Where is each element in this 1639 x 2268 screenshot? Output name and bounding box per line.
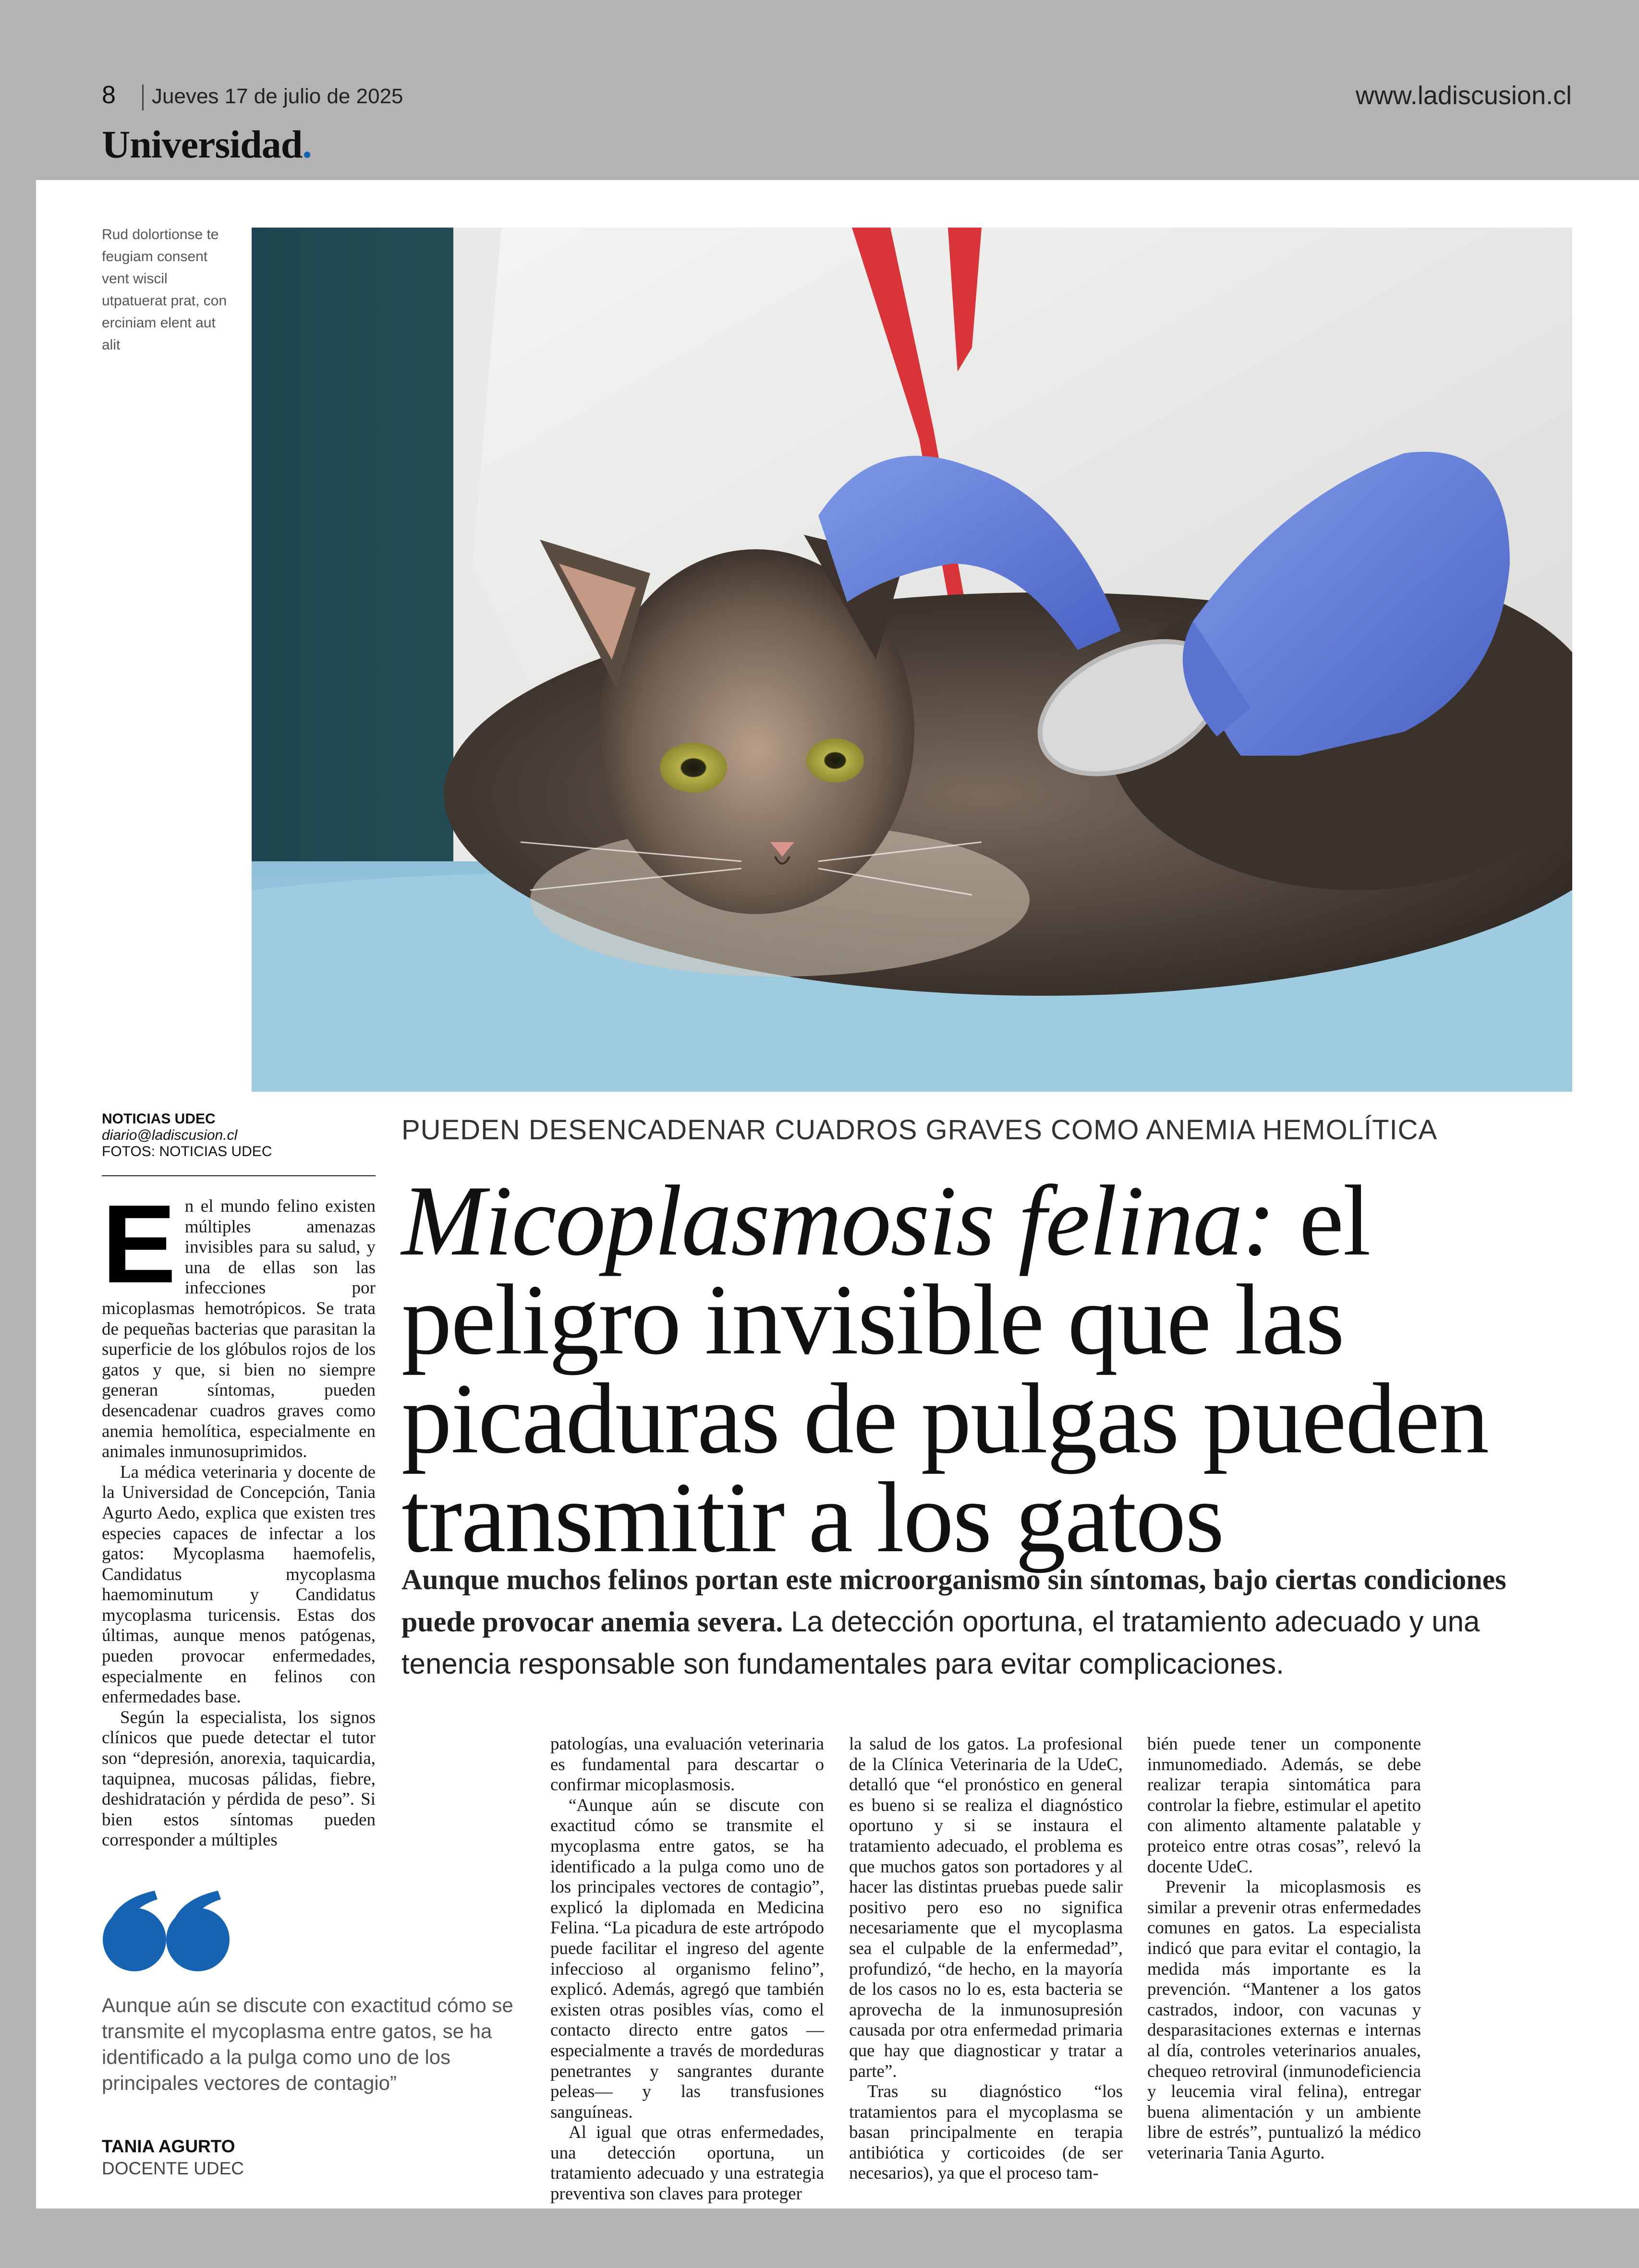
pull-quote-role: DOCENTE UDEC [102,2159,244,2178]
headline-rest: el peligro invisible que las picaduras de pulgas pueden transmitir a los gatos [401,1165,1489,1573]
quote-mark-icon [102,1891,231,1972]
paragraph: La médica veterinaria y docente de la Universidad de Concepción, Tania Agurto Aedo, explica que existen tres especies capaces de infectar a los gatos: Mycoplasma haemofelis, Candidatus mycoplasma haemominutum y Candidatus mycoplasma turicensis. Estas dos últimas, aunque menos patógenas, pueden provocar enfermedades, especialmente en felinos con enfermedades base. [102,1462,376,1707]
paragraph: Al igual que otras enfermedades, una detección oportuna, un tratamiento adecuado y una estrategia preventiva son claves para proteger [550,2123,824,2204]
byline [102,1111,380,1160]
byline-agency: NOTICIAS UDEC [102,1111,216,1127]
article-kicker: PUEDEN DESENCADENAR CUADROS GRAVES COMO ANEMIA HEMOLÍTICA [401,1114,1438,1146]
pull-quote: Aunque aún se discute con exactitud cómo se transmite el mycoplasma entre gatos, se ha identificado a la pulga como uno de los principales vectores de contagio” [102,1994,513,2094]
headline-italic: Micoplasmosis felina: [401,1165,1275,1277]
body-column-2 [550,1734,824,2205]
body-column-3 [849,1734,1123,2184]
article-photo [252,228,1572,1092]
lead-bold: Aunque muchos felinos portan este microorganismo sin síntomas, bajo ciertas condiciones puede provocar anemia severa. [401,1564,1506,1638]
section-name: Universidad [102,122,303,166]
article-lead [401,1558,1573,1685]
paragraph: Prevenir la micoplasmosis es similar a prevenir otras enfermedades comunes en gatos. La especialista indicó que para evitar el contagio, la medida más importante es la prevención. “Mantener a los gatos castrados, indoor, con vacunas y desparasitaciones externas e internas al día, controles veterinarios anuales, chequeo retroviral (inmunodeficiencia y leucemia viral felina), entregar buena alimentación y un ambiente libre de estrés”, puntualizó la médico veterinaria Tania Agurto. [1147,1877,1421,2163]
byline-email[interactable]: diario@ladiscusion.cl [102,1127,238,1143]
paragraph [102,1182,376,1462]
header-separator [142,84,144,110]
paragraph: “Aunque aún se discute con exactitud cómo se transmite el mycoplasma entre gatos, se ha identificado a la pulga como uno de los principales vectores de contagio”, explicó la diplomada en Medicina Felina. “La picadura de este artrópodo puede facilitar el ingreso del agente infeccioso al organismo felino”, explicó. Además, agregó que también existen otras posibles vías, como el contacto directo entre gatos —especialmente a través de mordeduras penetrantes y sangrantes durante peleas— y las transfusiones sanguíneas. [550,1795,824,2122]
paragraph: Según la especialista, los signos clínicos que puede detectar el tutor son “depresión, anorexia, taquicardia, taquipnea, mucosas pálidas, fiebre, deshidratación y pérdida de peso”. Si bien estos síntomas pueden corresponder a múltiples [102,1707,376,1850]
paragraph: la salud de los gatos. La profesional de la Clínica Veterinaria de la UdeC, detalló que “el pronóstico en general es bueno si se realiza el diagnóstico oportuno y si se instaura el tratamiento adecuado, el problema es que muchos gatos son portadores y al hacer las distintas pruebas puede salir positivo pero eso no significa necesariamente que el mycoplasma sea el culpable de la enfermedad”, profundizó, “de hecho, en la mayoría de los casos no lo es, esta bacteria se aprovecha de la inmunosupresión causada por otra enfermedad primaria que hay que diagnosticar y tratar a parte”. [849,1734,1123,2081]
paragraph: bién puede tener un componente inmunomediado. Además, se debe realizar terapia sintomática para controlar la fiebre, estimular el apetito con alimento altamente palatable y proteico entre otras cosas”, relevó la docente UdeC. [1147,1734,1421,1877]
body-column-1 [102,1182,376,1851]
paragraph-text: n el mundo felino existen múltiples amenazas invisibles para su salud, y una de ellas son las infecciones por micoplasmas hemotrópicos. Se trata de pequeñas bacterias que parasitan la superficie de los glóbulos rojos de los gatos y que, si bien no siempre generan síntomas, pueden desencadenar cuadros graves como anemia hemolítica, especialmente en animales inmunosuprimidos. [102,1196,376,1462]
cat-vet-illustration [252,228,1572,1092]
page-number: 8 [102,81,116,109]
lead-rest: La detección oportuna, el tratamiento adecuado y una tenencia responsable son fundamentales para evitar complicaciones. [401,1605,1480,1680]
paragraph: Tras su diagnóstico “los tratamientos para el mycoplasma se basan principalmente en terapia antibiótica y corticoides (de ser necesarios), ya que el proceso tam- [849,2082,1123,2184]
paragraph: patologías, una evaluación veterinaria es fundamental para descartar o confirmar micoplasmosis. [550,1734,824,1795]
byline-rule [102,1175,376,1176]
site-url[interactable]: www.ladiscusion.cl [1355,81,1572,110]
body-column-4 [1147,1734,1421,2163]
section-title [102,122,312,167]
byline-photos: FOTOS: NOTICIAS UDEC [102,1144,272,1159]
photo-caption: Rud dolortionse te feugiam consent vent wiscil utpatuerat prat, con erciniam elent aut alit [102,227,227,353]
issue-date: Jueves 17 de julio de 2025 [152,84,403,108]
pull-quote-name: TANIA AGURTO [102,2136,235,2156]
drop-cap: E [102,1182,176,1306]
article-headline [401,1165,1578,1573]
section-dot: . [302,122,312,166]
